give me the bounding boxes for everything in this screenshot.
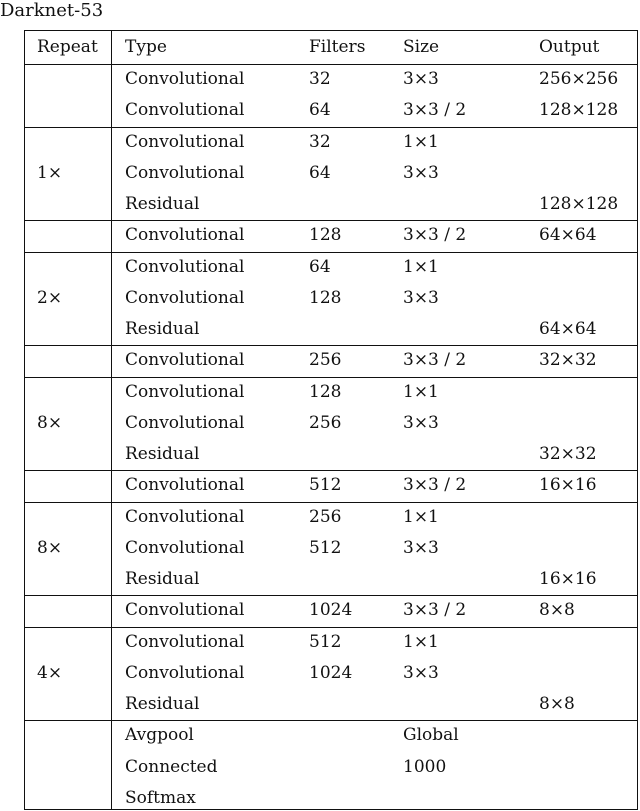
cell-size: 1×1 [403,631,439,652]
cell-type: Convolutional [125,381,245,402]
cell-size: 3×3 / 2 [403,600,467,621]
cell-filters: 128 [309,225,342,246]
row-divider [25,720,637,721]
cell-size: 3×3 [403,287,439,308]
cell-output: 128×128 [539,194,619,214]
cell-type: Convolutional [125,287,245,308]
cell-type: Residual [125,694,200,714]
cell-type: Connected [125,756,218,777]
table-caption: Darknet-53 [0,0,104,21]
cell-type: Convolutional [125,662,245,683]
cell-type: Convolutional [125,631,245,652]
cell-size: 1×1 [403,506,439,527]
cell-type: Convolutional [125,600,245,621]
cell-type: Convolutional [125,537,245,558]
cell-type: Convolutional [125,100,245,121]
cell-filters: 128 [309,287,342,308]
cell-filters: 128 [309,381,342,402]
cell-size: 3×3 / 2 [403,475,467,496]
row-divider [25,127,637,128]
cell-repeat: 2× [37,288,63,309]
row-divider [25,252,637,253]
row-divider [25,64,637,65]
cell-size: 3×3 / 2 [403,100,467,121]
cell-filters: 512 [309,631,342,652]
row-divider [25,345,637,346]
cell-size: 1000 [403,756,447,777]
cell-type: Convolutional [125,69,245,89]
header-size: Size [403,37,440,57]
cell-type: Convolutional [125,506,245,527]
cell-size: 3×3 / 2 [403,225,467,246]
cell-output: 8×8 [539,694,575,714]
repeat-column-divider [111,31,112,809]
row-divider [25,502,637,503]
cell-output: 256×256 [539,69,619,89]
cell-type: Residual [125,319,200,339]
cell-output: 32×32 [539,350,597,371]
cell-size: Global [403,725,459,746]
cell-filters: 256 [309,412,342,433]
cell-size: 3×3 [403,662,439,683]
cell-type: Convolutional [125,131,245,152]
cell-filters: 256 [309,506,342,527]
cell-size: 1×1 [403,131,439,152]
cell-output: 128×128 [539,100,619,121]
cell-size: 1×1 [403,256,439,277]
cell-type: Residual [125,194,200,214]
cell-filters: 1024 [309,600,353,621]
cell-repeat: 8× [37,413,63,434]
cell-type: Convolutional [125,225,245,246]
cell-type: Convolutional [125,350,245,371]
row-divider [25,627,637,628]
cell-type: Convolutional [125,475,245,496]
cell-size: 3×3 [403,537,439,558]
cell-filters: 32 [309,69,331,89]
cell-type: Convolutional [125,162,245,183]
header-output: Output [539,37,600,57]
cell-size: 3×3 [403,162,439,183]
cell-filters: 1024 [309,662,353,683]
cell-size: 3×3 [403,69,439,89]
cell-repeat: 4× [37,663,63,684]
cell-output: 16×16 [539,569,597,589]
cell-size: 1×1 [403,381,439,402]
row-divider [25,220,637,221]
cell-filters: 512 [309,537,342,558]
cell-filters: 256 [309,350,342,371]
cell-size: 3×3 [403,412,439,433]
cell-output: 8×8 [539,600,575,621]
cell-repeat: 8× [37,538,63,559]
cell-output: 32×32 [539,444,597,464]
cell-type: Residual [125,569,200,589]
architecture-table [24,30,638,810]
cell-type: Softmax [125,787,196,808]
cell-output: 64×64 [539,225,597,246]
cell-output: 64×64 [539,319,597,339]
header-type: Type [125,37,167,57]
cell-type: Convolutional [125,256,245,277]
cell-type: Residual [125,444,200,464]
row-divider [25,470,637,471]
cell-repeat: 1× [37,163,63,184]
cell-filters: 512 [309,475,342,496]
cell-filters: 64 [309,162,331,183]
cell-filters: 64 [309,100,331,121]
row-divider [25,595,637,596]
cell-filters: 64 [309,256,331,277]
row-divider [25,377,637,378]
cell-type: Convolutional [125,412,245,433]
cell-filters: 32 [309,131,331,152]
header-filters: Filters [309,37,366,57]
header-repeat: Repeat [37,37,98,57]
cell-output: 16×16 [539,475,597,496]
cell-size: 3×3 / 2 [403,350,467,371]
cell-type: Avgpool [125,725,194,746]
